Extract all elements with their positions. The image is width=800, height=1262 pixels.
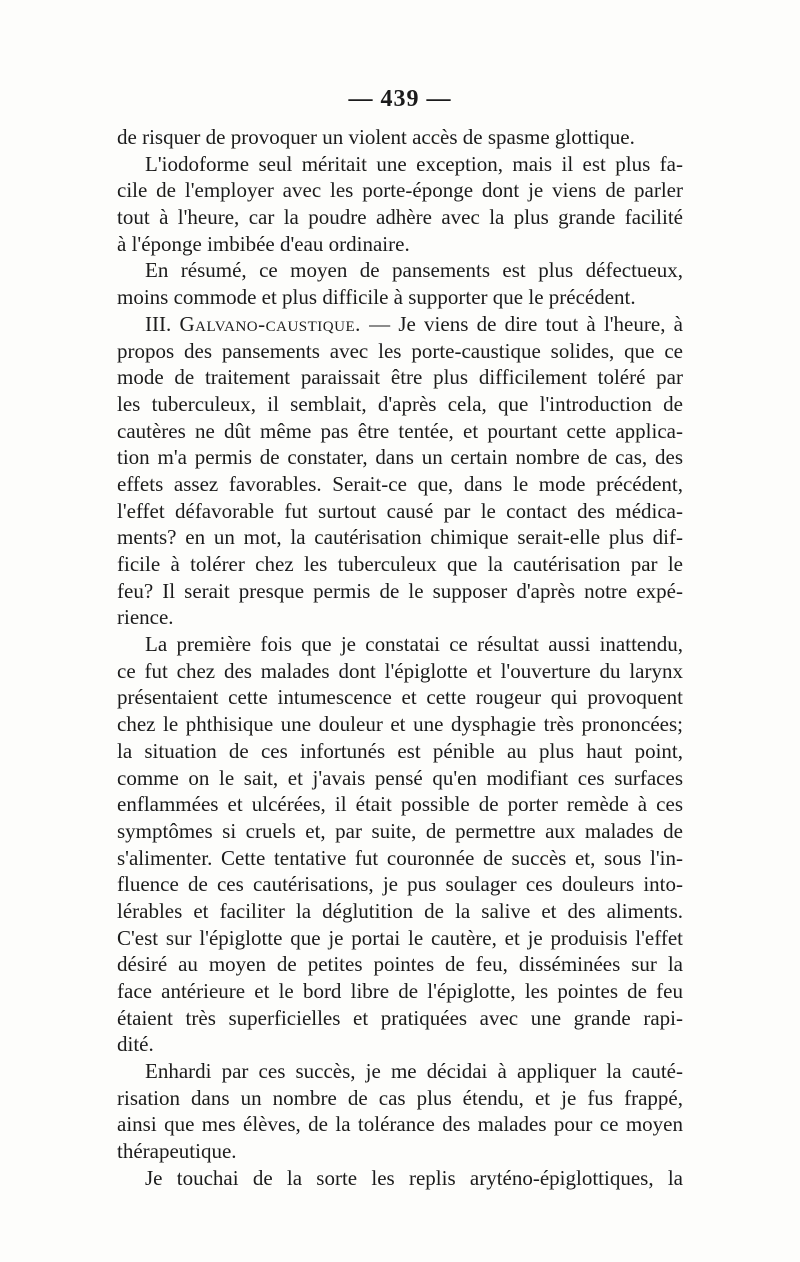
text-line: feu? Il serait presque permis de le supposer d'après notre expé- [117, 578, 683, 603]
text-line: cile de l'employer avec les porte-éponge dont je viens de parler [117, 178, 683, 203]
text-line: à l'éponge imbibée d'eau ordinaire. [117, 231, 410, 256]
text-line: effets assez favorables. Serait-ce que, dans le mode précédent, [117, 471, 683, 496]
text-line: L'iodoforme seul méritait une exception, mais il est plus fa- [145, 151, 683, 176]
section-heading-line [117, 311, 683, 338]
text-line: mode de traitement paraissait être plus difficilement toléré par [117, 365, 683, 390]
page-number: — 439 — [348, 86, 452, 112]
text-line: ficile à tolérer chez les tuberculeux que la cautérisation par le [117, 552, 683, 576]
text-line: présentaient cette intumescence et cette rougeur qui provoquent [117, 685, 683, 710]
text-line: la situation de ces infortunés est pénible au plus haut point, [117, 738, 683, 763]
text-line: fluence de ces cautérisations, je pus soulager ces douleurs into- [117, 872, 683, 897]
text-line: tout à l'heure, car la poudre adhère avec la plus grande facilité [117, 205, 683, 230]
text-line: ce fut chez des malades dont l'épiglotte et l'ouverture du larynx [117, 658, 683, 683]
text-line: ments? en un mot, la cautérisation chimique serait-elle plus dif- [117, 525, 683, 550]
text-line: s'alimenter. Cette tentative fut couronnée de succès et, sous l'in- [117, 845, 683, 870]
text-line: enflammées et ulcérées, il était possible de porter remède à ces [117, 792, 683, 817]
text-line: cautères ne dût même pas être tentée, et pourtant cette applica- [117, 418, 683, 443]
body-text [117, 124, 683, 1192]
text-line: ainsi que mes élèves, de la tolérance des malades pour ce moyen [117, 1112, 683, 1137]
text-line: désiré au moyen de petites pointes de feu, disséminées sur la [117, 952, 683, 977]
text-line: propos des pansements avec les porte-caustique solides, que ce [117, 338, 683, 363]
text-line: dité. [117, 1032, 154, 1057]
section-continuation: — Je viens de dire tout à l'heure, à [360, 311, 683, 336]
text-line: risation dans un nombre de cas plus étendu, et je fus frappé, [117, 1085, 683, 1110]
text-line: lérables et faciliter la déglutition de la salive et des aliments. [117, 898, 683, 923]
text-line: tion m'a permis de constater, dans un certain nombre de cas, des [117, 445, 683, 470]
text-line: thérapeutique. [117, 1139, 237, 1164]
text-line: face antérieure et le bord libre de l'épiglotte, les pointes de feu [117, 979, 683, 1003]
text-line: La première fois que je constatai ce résultat aussi inattendu, [145, 632, 683, 657]
section-heading: Galvano-caustique. [179, 311, 361, 336]
text-line: En résumé, ce moyen de pansements est plus défectueux, [145, 258, 683, 283]
text-line: de risquer de provoquer un violent accès de spasme glottique. [117, 125, 635, 149]
text-line: comme on le sait, et j'avais pensé qu'en modifiant ces surfaces [117, 765, 683, 790]
section-number: III. [145, 311, 180, 336]
text-line: chez le phthisique une douleur et une dysphagie très prononcées; [117, 712, 683, 737]
text-line: Je touchai de la sorte les replis aryténo-épiglottiques, la [145, 1165, 683, 1190]
text-line: moins commode et plus difficile à supporter que le précédent. [117, 285, 636, 310]
text-line: symptômes si cruels et, par suite, de permettre aux malades de [117, 818, 683, 843]
text-line: l'effet défavorable fut surtout causé par le contact des médica- [117, 498, 683, 523]
text-line: Enhardi par ces succès, je me décidai à appliquer la cauté- [145, 1059, 683, 1084]
text-line: C'est sur l'épiglotte que je portai le cautère, et je produisis l'effet [117, 925, 683, 950]
text-line: étaient très superficielles et pratiquées avec une grande rapi- [117, 1005, 683, 1030]
text-line: les tuberculeux, il semblait, d'après cela, que l'introduction de [117, 391, 683, 416]
text-line: rience. [117, 605, 174, 630]
